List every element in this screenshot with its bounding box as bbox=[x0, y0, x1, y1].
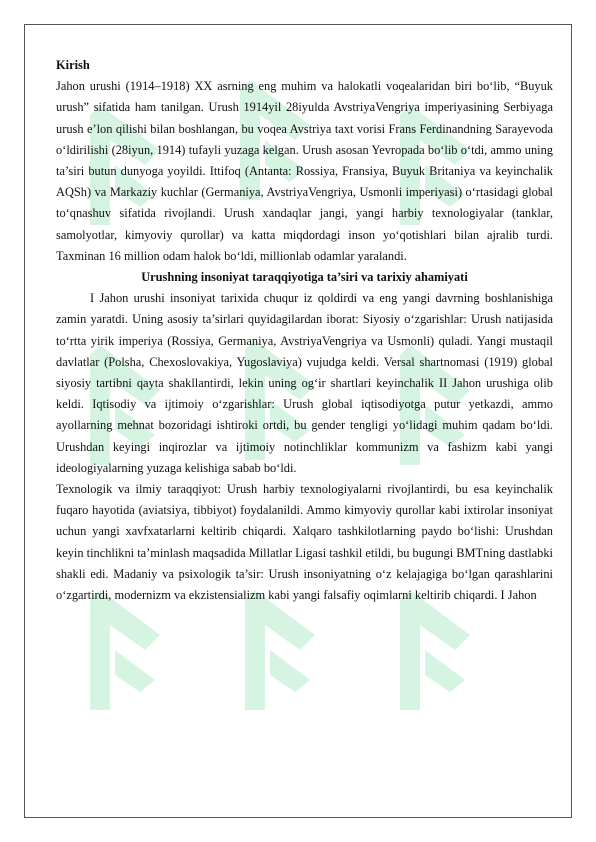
body-paragraph-continued: Texnologik va ilmiy taraqqiyot: Urush harbiy texnologiyalarni rivojlantirdi, bu esa keyinchalik fuqaro hayotida (aviatsiya, tibbiyot) foydalanildi. Ammo kimyoviy qurollar kabi ixtirolar insoniyat uchun yangi xavfxatarlarni keltirib chiqardi. Xalqaro tashkilotlarning paydo bo‘lishi: Urushdan keyin tinchlikni ta’minlash maqsadida Millatlar Ligasi tashkil etildi, bu bugungi BMTning dastlabki shakli edi. Madaniy va psixologik ta’sir: Urush insoniyatning o‘z kelajagiga bo‘lgan qarashlarini o‘zgartirdi, modernizm va ekzistensializm kabi yangi falsafiy oqimlarni keltirib chiqardi. I Jahon bbox=[56, 482, 553, 603]
subsection-heading: Urushning insoniyat taraqqiyotiga ta’siri va tarixiy ahamiyati bbox=[141, 270, 468, 285]
intro-paragraph: Jahon urushi (1914–1918) XX asrning eng muhim va halokatli voqealaridan biri bo‘lib, “Buyuk urush” sifatida ham tanilgan. Urush 1914yil 28iyulda AvstriyaVengriya imperiyasining Serbiyaga urush e’lon qilishi bilan boshlangan, bu voqea Avstriya taxt vorisi Frans Ferdinandning Sarayevoda o‘ldirilishi (28iyun, 1914) tufayli yuzaga kelgan. Urush asosan Yevropada bo‘lib o‘tdi, ammo uning ta’siri butun dunyoga yoyildi. Ittifoq (Antanta: Rossiya, Fransiya, Buyuk Britaniya va keyinchalik AQSh) va Markaziy kuchlar (Germaniya, AvstriyaVengriya, Usmonli imperiyasi) o‘rtasidagi global to‘qnashuv sifatida rivojlandi. Urush xandaqlar jangi, yangi harbiy texnologiyalar (tanklar, samolyotlar, kimyoviy qurollar) va katta miqdordagi inson yo‘qotishlari bilan ajralib turdi. Taxminan 16 million odam halok bo‘ldi, millionlab odamlar yaralandi. bbox=[56, 79, 553, 263]
section-heading: Kirish bbox=[56, 58, 90, 72]
body-paragraph: I Jahon urushi insoniyat tarixida chuqur iz qoldirdi va eng yangi davrning boshlanishiga zamin yaratdi. Uning asosiy ta’sirlari quyidagilardan iborat: Siyosiy o‘zgarishlar: Urush natijasida to‘rtta yirik imperiya (Rossiya, Germaniya, AvstriyaVengriya va Usmonli) quladi. Yangi mustaqil davlatlar (Polsha, Chexoslovakiya, Yugoslaviya) vujudga keldi. Versal shartnomasi (1919) global siyosiy tartibni qayta shakllantirdi, lekin uning og‘ir shartlari keyinchalik II Jahon urushiga olib keldi. Iqtisodiy va ijtimoiy o‘zgarishlar: Urush global iqtisodiyotga putur yetkazdi, ammo ayollarning mehnat bozoridagi ishtiroki ortdi, bu gender tengligi yo‘lidagi muhim qadam bo‘ldi. Urushdan keyingi inqirozlar va ijtimoiy notinchliklar kommunizm va fashizm kabi yangi ideologiyalarning yuzaga kelishiga sabab bo‘ldi. bbox=[56, 291, 553, 475]
document-body bbox=[56, 55, 553, 606]
